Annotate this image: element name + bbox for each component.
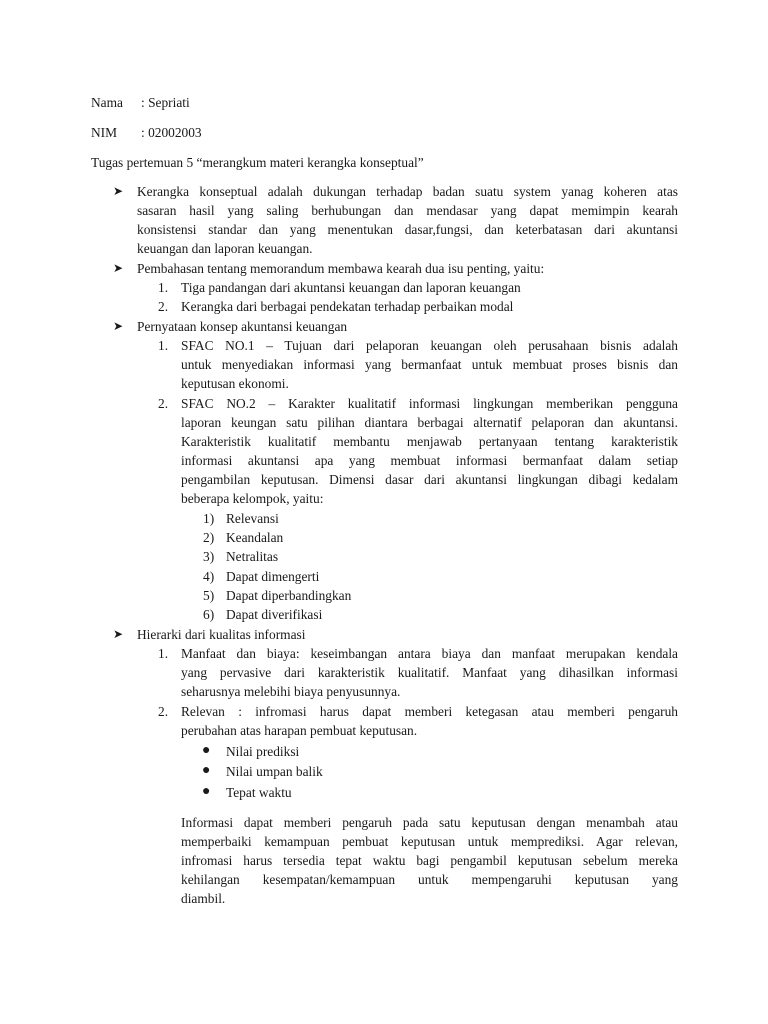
list-item-line: untuk menyediakan informasi yang bermanfaat untuk membuat proses bisnis dan <box>181 357 678 372</box>
paragraph-line: infromasi harus tersedia tepat waktu bagi pengambil keputusan sebelum mereka <box>181 853 678 868</box>
list-item-line: Relevan : infromasi harus dapat memberi ketegasan atau memberi pengaruh <box>181 704 678 719</box>
sublist-item: Netralitas <box>226 549 279 564</box>
section-4-heading: Hierarki dari kualitas informasi <box>137 627 306 642</box>
paragraph-line: diambil. <box>181 891 226 906</box>
sublist-number: 6) <box>203 607 215 622</box>
list-item-line: perubahan atas harapan pembuat keputusan. <box>181 723 418 738</box>
list-number: 2. <box>158 704 169 719</box>
sublist-item: Dapat diperbandingkan <box>226 588 352 603</box>
section-3-heading: Pernyataan konsep akuntansi keuangan <box>137 319 348 334</box>
sublist-item: Relevansi <box>226 511 279 526</box>
sublist-number: 2) <box>203 530 215 545</box>
sublist-item: Keandalan <box>226 530 284 545</box>
bullet-item: Nilai prediksi <box>226 744 300 759</box>
paragraph-line: kehilangan kesempatan/kemampuan untuk mempengaruhi keputusan yang <box>181 872 678 887</box>
name-value: : Sepriati <box>141 95 190 110</box>
list-item-line: pengambilan keputusan. Dimensi dasar dari akuntansi lingkungan dibagi kedalam <box>181 472 678 487</box>
section-1-line: sasaran hasil yang saling berhubungan dan mendasar yang dapat memimpin kearah <box>137 203 678 218</box>
paragraph-line: memperbaiki kemampuan pembuat keputusan untuk memprediksi. Agar relevan, <box>181 834 678 849</box>
sublist-number: 4) <box>203 569 215 584</box>
list-item: Kerangka dari berbagai pendekatan terhadap perbaikan modal <box>181 299 514 314</box>
section-1-line: keuangan dan laporan keuangan. <box>137 241 313 256</box>
list-item-line: seharusnya melebihi biaya penyusunnya. <box>181 684 401 699</box>
nim-value: : 02002003 <box>141 125 202 140</box>
bullet-dot-icon: ● <box>202 784 211 799</box>
list-item-line: SFAC NO.1 – Tujuan dari pelaporan keuangan oleh perusahaan bisnis adalah <box>181 338 678 353</box>
bullet-dot-icon: ● <box>202 763 211 778</box>
list-item-line: laporan keungan satu pilihan diantara berbagai alternatif pelaporan dan akuntansi. <box>181 415 678 430</box>
arrow-bullet-icon: ➤ <box>113 627 124 641</box>
sublist-number: 3) <box>203 549 215 564</box>
list-number: 2. <box>158 396 169 411</box>
list-item-line: beberapa kelompok, yaitu: <box>181 491 324 506</box>
sublist-item: Dapat dimengerti <box>226 569 320 584</box>
list-item-line: Manfaat dan biaya: keseimbangan antara biaya dan manfaat merupakan kendala <box>181 646 678 661</box>
nim-label: NIM <box>91 125 118 140</box>
section-2-heading: Pembahasan tentang memorandum membawa kearah dua isu penting, yaitu: <box>137 261 545 276</box>
section-1-line: konsistensi standar dan yang menentukan dasar,fungsi, dan keterbatasan dari akuntansi <box>137 222 678 237</box>
sublist-item: Dapat diverifikasi <box>226 607 323 622</box>
list-item-line: SFAC NO.2 – Karakter kualitatif informasi lingkungan memberikan pengguna <box>181 396 678 411</box>
list-number: 1. <box>158 338 169 353</box>
list-item-line: Karakteristik kualitatif membantu menjawab pertanyaan tentang karakteristik <box>181 434 678 449</box>
arrow-bullet-icon: ➤ <box>113 261 124 275</box>
arrow-bullet-icon: ➤ <box>113 184 124 198</box>
list-number: 2. <box>158 299 169 314</box>
name-line <box>91 93 190 112</box>
nim-line <box>91 123 202 142</box>
list-item-line: keputusan ekonomi. <box>181 376 289 391</box>
bullet-dot-icon: ● <box>202 743 211 758</box>
bullet-item: Nilai umpan balik <box>226 764 323 779</box>
list-item-line: yang pervasive dari karakteristik kualitatif. Manfaat yang dihasilkan informasi <box>181 665 678 680</box>
sublist-number: 1) <box>203 511 215 526</box>
list-number: 1. <box>158 646 169 661</box>
paragraph-line: Informasi dapat memberi pengaruh pada satu keputusan dengan menambah atau <box>181 815 678 830</box>
section-1-line: Kerangka konseptual adalah dukungan terhadap badan suatu system yanag koheren atas <box>137 184 678 199</box>
name-label: Nama <box>91 95 123 110</box>
bullet-item: Tepat waktu <box>226 785 292 800</box>
list-item-line: informasi akuntansi apa yang membuat informasi bermanfaat dalam setiap <box>181 453 678 468</box>
arrow-bullet-icon: ➤ <box>113 319 124 333</box>
list-number: 1. <box>158 280 169 295</box>
sublist-number: 5) <box>203 588 215 603</box>
assignment-title: Tugas pertemuan 5 “merangkum materi kerangka konseptual” <box>91 155 424 170</box>
list-item: Tiga pandangan dari akuntansi keuangan dan laporan keuangan <box>181 280 521 295</box>
